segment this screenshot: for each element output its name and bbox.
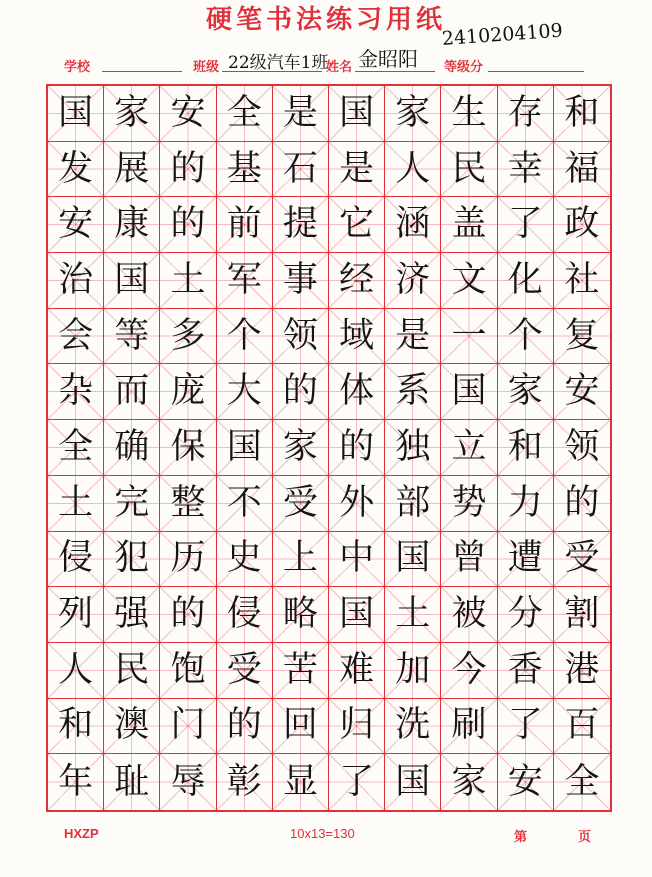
grid-cell: 保 [160,420,216,476]
grid-cell: 人 [385,142,441,198]
grid-cell: 杂 [48,364,104,420]
grid-cell: 安 [160,86,216,142]
grid-cell: 苦 [273,643,329,699]
grid-size-label: 10x13=130 [290,826,355,841]
grid-cell: 是 [385,309,441,365]
grid-cell: 归 [329,699,385,755]
grid-cell: 基 [217,142,273,198]
school-underline [102,71,182,72]
grid-cell: 独 [385,420,441,476]
grid-cell: 侵 [217,587,273,643]
grid-cell: 势 [441,476,497,532]
grid-cell: 福 [554,142,610,198]
grid-cell: 事 [273,253,329,309]
grid-cell: 是 [329,142,385,198]
grid-cell: 难 [329,643,385,699]
grid-cell: 盖 [441,197,497,253]
grid-cell: 发 [48,142,104,198]
grid-cell: 前 [217,197,273,253]
grid-cell: 的 [160,142,216,198]
grid-cell: 遭 [498,532,554,588]
grid-cell: 割 [554,587,610,643]
grid-cell: 受 [554,532,610,588]
page-label-right: 页 [578,829,592,844]
grid-cell: 全 [554,754,610,810]
grid-cell: 系 [385,364,441,420]
grid-cell: 复 [554,309,610,365]
grid-cell: 澳 [104,699,160,755]
brand-label: HXZP [64,826,99,841]
grid-cell: 不 [217,476,273,532]
grid-cell: 略 [273,587,329,643]
grid-cell: 民 [104,643,160,699]
grid-cell: 中 [329,532,385,588]
grid-cell: 辱 [160,754,216,810]
student-id: 2410204109 [441,19,564,50]
grid-cell: 存 [498,86,554,142]
grid-cell: 庞 [160,364,216,420]
grid-cell: 和 [498,420,554,476]
school-label: 学校 [64,59,91,74]
grid-cell: 领 [554,420,610,476]
grid-cell: 治 [48,253,104,309]
grid-cell: 国 [441,364,497,420]
name-value: 金昭阳 [358,47,418,71]
grid-cell: 立 [441,420,497,476]
page-label-left: 第 [514,829,528,844]
grid-cell: 而 [104,364,160,420]
grid-cell: 土 [385,587,441,643]
grid-cell: 完 [104,476,160,532]
grid-cell: 家 [441,754,497,810]
grid-cell: 国 [329,86,385,142]
grid-cell: 门 [160,699,216,755]
grid-cell: 安 [48,197,104,253]
grade-label: 等级分 [444,59,484,74]
grid-cell: 幸 [498,142,554,198]
grid-cell: 国 [104,253,160,309]
grid-cell: 个 [498,309,554,365]
grid-cell: 全 [217,86,273,142]
grid-cell: 家 [498,364,554,420]
grid-cell: 加 [385,643,441,699]
grid-cell: 刷 [441,699,497,755]
grid-cell: 今 [441,643,497,699]
grid-cell: 的 [273,364,329,420]
grid-cell: 康 [104,197,160,253]
grid-cell: 体 [329,364,385,420]
grid-cell: 香 [498,643,554,699]
grid-cell: 和 [554,86,610,142]
grade-underline [488,71,584,72]
grid-cell: 人 [48,643,104,699]
grid-cell: 被 [441,587,497,643]
writing-grid [46,84,612,812]
grid-cell: 全 [48,420,104,476]
grid-cell: 涵 [385,197,441,253]
grid-cell: 安 [498,754,554,810]
grid-cell: 政 [554,197,610,253]
grid-cell: 国 [217,420,273,476]
grid-cell: 展 [104,142,160,198]
grid-cell: 历 [160,532,216,588]
grid-cell: 了 [329,754,385,810]
grid-cell: 家 [104,86,160,142]
grid-cell: 文 [441,253,497,309]
class-label: 班级 [193,59,220,74]
grid-cell: 土 [160,253,216,309]
grid-cell: 饱 [160,643,216,699]
grid-cell: 港 [554,643,610,699]
grid-cell: 彰 [217,754,273,810]
name-label: 姓名 [326,59,353,74]
grid-cell: 列 [48,587,104,643]
grid-cell: 和 [48,699,104,755]
grid-cell: 显 [273,754,329,810]
class-value: 22级汽车1班 [228,53,329,73]
grid-cell: 的 [554,476,610,532]
grid-cell: 回 [273,699,329,755]
grid-cell: 经 [329,253,385,309]
grid-cell: 侵 [48,532,104,588]
grid-cell: 力 [498,476,554,532]
grid-cell: 个 [217,309,273,365]
grid-cell: 它 [329,197,385,253]
grid-cell: 的 [217,699,273,755]
grid-cell: 上 [273,532,329,588]
grid-cell: 领 [273,309,329,365]
grid-cell: 土 [48,476,104,532]
grid-cell: 国 [329,587,385,643]
grid-cell: 一 [441,309,497,365]
grid-cell: 的 [160,197,216,253]
grid-cell: 史 [217,532,273,588]
grid-cell: 大 [217,364,273,420]
grid-cell: 受 [217,643,273,699]
grid-cell: 石 [273,142,329,198]
grid-cell: 安 [554,364,610,420]
grid-cell: 提 [273,197,329,253]
grid-cell: 等 [104,309,160,365]
grid-cell: 了 [498,699,554,755]
grid-cell: 域 [329,309,385,365]
grid-cell: 国 [48,86,104,142]
grid-cell: 整 [160,476,216,532]
grid-cell: 的 [329,420,385,476]
grid-cell: 生 [441,86,497,142]
grid-cell: 济 [385,253,441,309]
grid-cell: 洗 [385,699,441,755]
grid-cell: 分 [498,587,554,643]
grid-cell: 曾 [441,532,497,588]
grid-cell: 家 [273,420,329,476]
grid-cell: 受 [273,476,329,532]
grid-cell: 化 [498,253,554,309]
grid-cell: 民 [441,142,497,198]
grid-cell: 是 [273,86,329,142]
grid-cell: 确 [104,420,160,476]
page-title: 硬笔书法练习用纸 [205,5,446,35]
grid-cell: 军 [217,253,273,309]
grid-cell: 国 [385,754,441,810]
grid-cell: 强 [104,587,160,643]
grid-cell: 了 [498,197,554,253]
grid-cell: 外 [329,476,385,532]
grid-cell: 会 [48,309,104,365]
grid-cell: 百 [554,699,610,755]
grid-cell: 耻 [104,754,160,810]
grid-cell: 部 [385,476,441,532]
grid-cell: 多 [160,309,216,365]
grid-cell: 社 [554,253,610,309]
grid-cell: 犯 [104,532,160,588]
grid-cell: 的 [160,587,216,643]
grid-cell: 年 [48,754,104,810]
grid-cell: 国 [385,532,441,588]
grid-cell: 家 [385,86,441,142]
